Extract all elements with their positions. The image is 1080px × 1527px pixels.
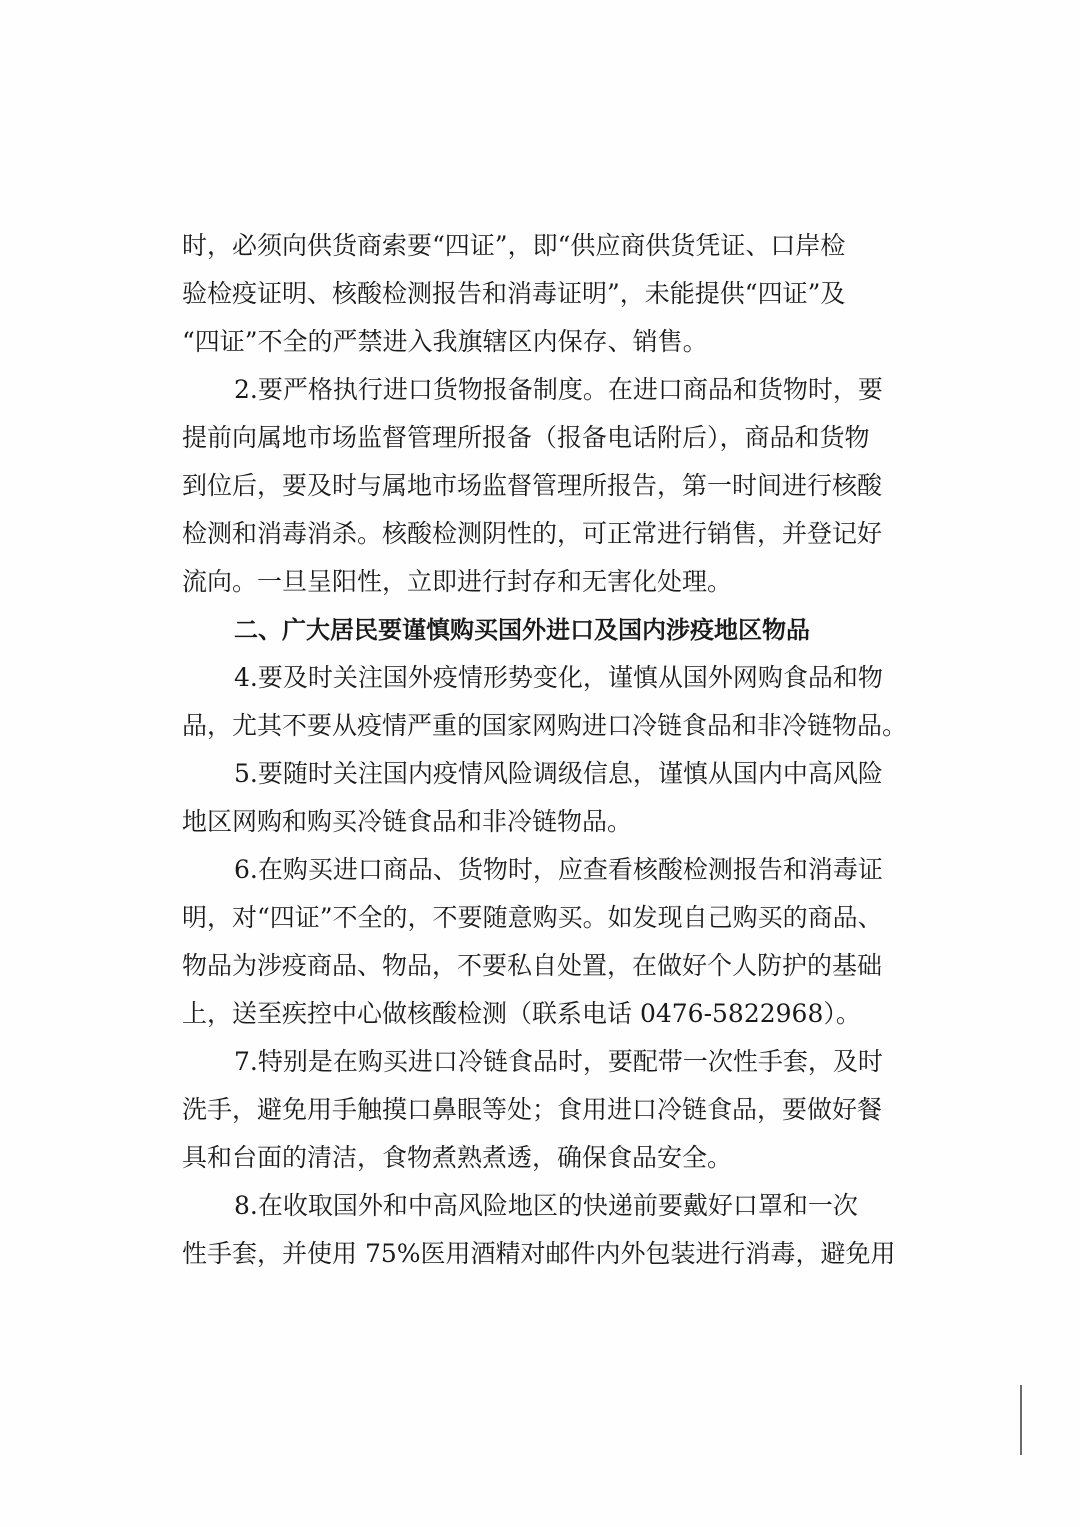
body-line: 验检疫证明、核酸检测报告和消毒证明”，未能提供“四证”及	[182, 279, 846, 308]
body-line: 品，尤其不要从疫情严重的国家网购进口冷链食品和非冷链物品。	[182, 711, 908, 740]
body-line: 检测和消毒消杀。核酸检测阴性的，可正常进行销售，并登记好	[182, 519, 883, 548]
section-heading: 二、广大居民要谨慎购买国外进口及国内涉疫地区物品	[234, 616, 810, 644]
paragraph-2-start: 2.要严格执行进口货物报备制度。在进口商品和货物时，要	[234, 375, 883, 404]
body-line: 提前向属地市场监督管理所报备（报备电话附后），商品和货物	[182, 423, 870, 452]
body-line: 具和台面的清洁，食物煮熟煮透，确保食品安全。	[182, 1143, 733, 1172]
body-line: “四证”不全的严禁进入我旗辖区内保存、销售。	[182, 327, 708, 356]
body-line: 物品为涉疫商品、物品，不要私自处置，在做好个人防护的基础	[182, 951, 883, 980]
body-line: 性手套，并使用 75%医用酒精对邮件内外包装进行消毒，避免用	[182, 1239, 896, 1268]
body-line: 时，必须向供货商索要“四证”，即“供应商供货凭证、口岸检	[182, 231, 846, 260]
body-line: 到位后，要及时与属地市场监督管理所报告，第一时间进行核酸	[182, 471, 883, 500]
paragraph-8-start: 8.在收取国外和中高风险地区的快递前要戴好口罩和一次	[234, 1191, 858, 1220]
body-line: 地区网购和购买冷链食品和非冷链物品。	[182, 807, 633, 836]
paragraph-7-start: 7.特别是在购买进口冷链食品时，要配带一次性手套，及时	[234, 1047, 883, 1076]
paragraph-4-start: 4.要及时关注国外疫情形势变化，谨慎从国外网购食品和物	[234, 663, 883, 692]
body-line: 洗手，避免用手触摸口鼻眼等处；食用进口冷链食品，要做好餐	[182, 1095, 883, 1124]
body-line: 明，对“四证”不全的，不要随意购买。如发现自己购买的商品、	[182, 903, 883, 932]
paragraph-6-start: 6.在购买进口商品、货物时，应查看核酸检测报告和消毒证	[234, 855, 883, 884]
body-line: 上，送至疾控中心做核酸检测（联系电话 0476-5822968）。	[182, 999, 861, 1028]
document-body	[182, 222, 907, 1278]
body-line: 流向。一旦呈阳性，立即进行封存和无害化处理。	[182, 567, 733, 596]
paragraph-5-start: 5.要随时关注国内疫情风险调级信息，谨慎从国内中高风险	[234, 759, 883, 788]
scan-edge-mark	[1020, 1385, 1022, 1455]
